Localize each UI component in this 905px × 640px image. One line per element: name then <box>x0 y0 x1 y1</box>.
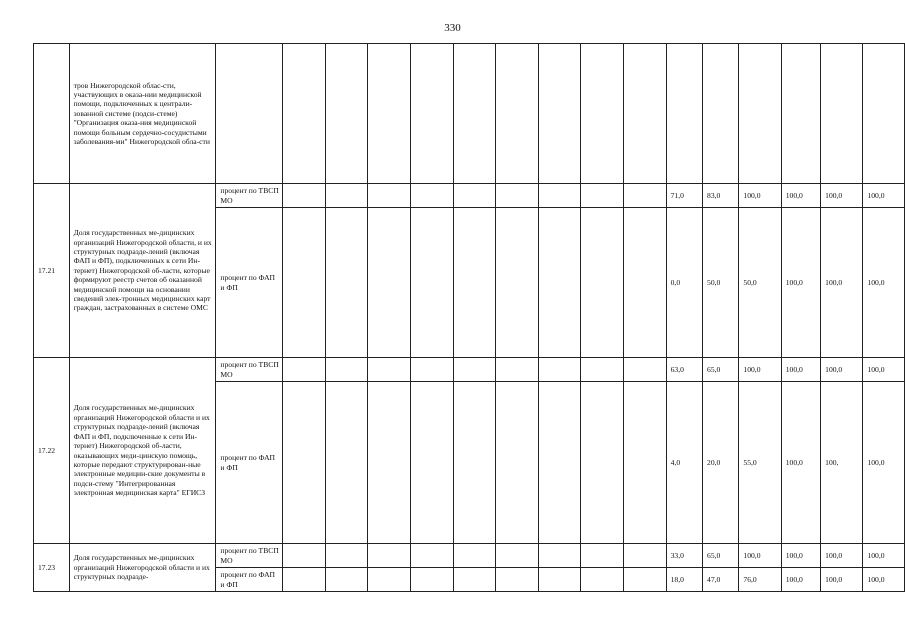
value-cell: 18,0 <box>666 568 702 592</box>
value-cell: 50,0 <box>739 208 781 358</box>
value-cell: 4,0 <box>666 382 702 544</box>
value-cell: 100,0 <box>821 184 863 208</box>
value-cell: 0,0 <box>666 208 702 358</box>
value-cell: 65,0 <box>703 544 739 568</box>
value-cell: 100,0 <box>863 544 905 568</box>
indicator-description: Доля государственных ме-дицинских организаций Нижегородской области и их структурных подразде-лений (включая ФАП и ФП, подключенные к сети Ин-тернет) Нижегородской об-ласти, оказывающих меди-цинскую помощь, которые передают структурирован-ные электронные медицин-ские документы в подси-стему "Интегрированная электронная медицинская карта" ЕГИСЗ <box>69 358 216 544</box>
table-row <box>34 184 905 208</box>
unit-label: процент по ТВСП МО <box>216 544 283 568</box>
value-cell: 20,0 <box>703 382 739 544</box>
indicator-description: Доля государственных ме-дицинских организаций Нижегородской области и их структурных подразде- <box>69 544 216 592</box>
value-cell: 100,0 <box>821 568 863 592</box>
indicator-number: 17.23 <box>34 544 70 592</box>
unit-label: процент по ФАП и ФП <box>216 208 283 358</box>
value-cell: 100,0 <box>739 184 781 208</box>
value-cell: 100,0 <box>781 208 820 358</box>
value-cell: 100,0 <box>781 358 820 382</box>
value-cell: 65,0 <box>703 358 739 382</box>
value-cell: 33,0 <box>666 544 702 568</box>
unit-label: процент по ФАП и ФП <box>216 382 283 544</box>
unit-label: процент по ТВСП МО <box>216 358 283 382</box>
indicator-description: Доля государственных ме-дицинских организаций Нижегородской области, и их структурных подразде-лений (включая ФАП и ФП), подключенных к сети Ин-тернет) Нижегородской об-ласти, которые формируют реестр счетов об оказанной медицинской помощи на основании сведений элек-тронных медицинских карт граждан, застрахованных в системе ОМС <box>69 184 216 358</box>
table-row <box>34 358 905 382</box>
indicator-table <box>33 43 905 592</box>
value-cell: 55,0 <box>739 382 781 544</box>
value-cell: 100,0 <box>863 184 905 208</box>
value-cell: 100,0 <box>781 544 820 568</box>
value-cell: 63,0 <box>666 358 702 382</box>
value-cell: 100,0 <box>863 568 905 592</box>
unit-cell <box>216 44 283 184</box>
value-cell: 71,0 <box>666 184 702 208</box>
indicator-number: 17.21 <box>34 184 70 358</box>
indicator-number-cell <box>34 44 70 184</box>
indicator-number: 17.22 <box>34 358 70 544</box>
table-row <box>34 44 905 184</box>
value-cell: 100,0 <box>821 358 863 382</box>
value-cell: 100,0 <box>781 184 820 208</box>
value-cell: 100,0 <box>821 208 863 358</box>
value-cell: 100,0 <box>863 208 905 358</box>
value-cell: 100,0 <box>863 358 905 382</box>
value-cell: 50,0 <box>703 208 739 358</box>
value-cell: 100,0 <box>781 568 820 592</box>
value-cell: 100,0 <box>781 382 820 544</box>
value-cell: 100,0 <box>739 358 781 382</box>
value-cell: 76,0 <box>739 568 781 592</box>
value-cell: 100,0 <box>863 382 905 544</box>
value-cell: 100,0 <box>739 544 781 568</box>
value-cell: 100,0 <box>821 544 863 568</box>
page-number: 330 <box>444 22 461 34</box>
indicator-description: тров Нижегородской облас-сти, участвующих в оказа-нии медицинской помощи, подключенных к централи-зованной системе (подси-стеме) "Организация оказа-ния медицинской помощи больным сердечно-сосудистыми заболевания-ми" Нижегородской обла-сти <box>69 44 216 184</box>
table-row <box>34 544 905 568</box>
value-cell: 100, <box>821 382 863 544</box>
unit-label: процент по ФАП и ФП <box>216 568 283 592</box>
unit-label: процент по ТВСП МО <box>216 184 283 208</box>
value-cell: 83,0 <box>703 184 739 208</box>
value-cell: 47,0 <box>703 568 739 592</box>
